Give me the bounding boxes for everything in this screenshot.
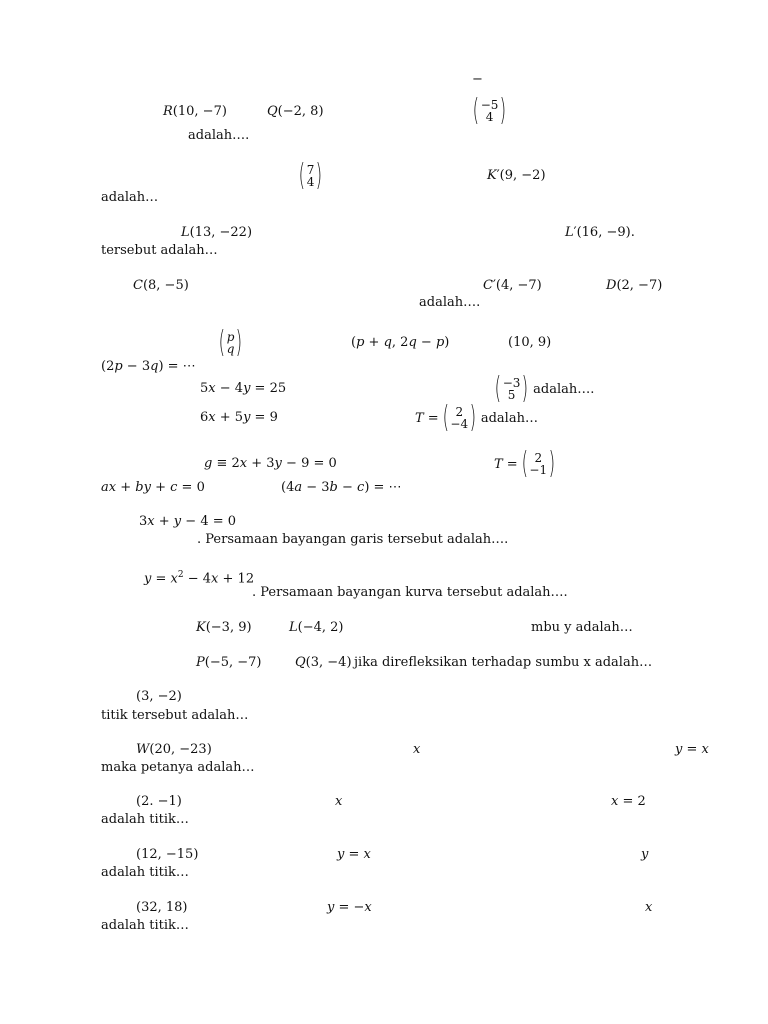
q15-pt: (2. −1) — [136, 794, 182, 809]
q15-x2: x = 2 — [611, 794, 646, 809]
vector-prefix: T = — [415, 410, 439, 426]
dash: − — [472, 72, 483, 87]
q3-end: tersebut adalah… — [101, 243, 218, 258]
q16-yx: y = x — [337, 847, 371, 862]
q14-w: W(20, −23) — [136, 742, 212, 757]
vector-column — [450, 406, 468, 430]
v-q6: ( −3 5 ) adalah…. — [494, 371, 595, 406]
q5-expr: (2p − 3q) = ⋯ — [101, 359, 196, 374]
v-q5: ( p q ) — [218, 325, 243, 360]
q3-l: L(13, −22) — [181, 225, 253, 240]
vector-bottom: 4 — [306, 175, 315, 189]
q14-yx: y = x — [675, 742, 709, 757]
vector-top: p — [226, 330, 235, 344]
q17-pt: (32, 18) — [136, 900, 188, 915]
vector-top: −3 — [502, 376, 521, 390]
vector-top: −5 — [480, 98, 499, 112]
q13-end: titik tersebut adalah… — [101, 708, 249, 723]
v-q7: T = ( 2 −4 ) adalah… — [415, 400, 538, 435]
q13-pt: (3, −2) — [136, 689, 182, 704]
v-q2: ( 7 4 ) — [298, 158, 323, 193]
q8-g: g ≡ 2x + 3y − 9 = 0 — [204, 456, 337, 471]
vector-top: 2 — [455, 405, 464, 419]
q16-pt: (12, −15) — [136, 847, 199, 862]
q2-end: adalah… — [101, 190, 159, 205]
q11-k: K(−3, 9) — [196, 620, 252, 635]
q10-end: . Persamaan bayangan kurva tersebut adalah…. — [252, 585, 568, 600]
q12-q: Q(3, −4) — [295, 655, 352, 670]
q14-x: x — [413, 742, 421, 757]
q12-end: jika direfleksikan terhadap sumbu x adalah… — [354, 655, 653, 670]
q16-y: y — [641, 847, 649, 862]
q17-ynx: y = −x — [327, 900, 372, 915]
q4-end: adalah…. — [419, 295, 481, 310]
q17-end: adalah titik… — [101, 918, 189, 933]
vector-bottom: 5 — [507, 388, 516, 402]
vector-top: 7 — [306, 163, 315, 177]
q12-p: P(−5, −7) — [196, 655, 262, 670]
vector-column — [481, 99, 499, 123]
q14-end: maka petanya adalah… — [101, 760, 255, 775]
vector-column — [227, 331, 235, 355]
q1-r: R(10, −7) — [163, 104, 227, 119]
q11-l: L(−4, 2) — [289, 620, 344, 635]
q5-pq: (p + q, 2q − p) — [351, 335, 450, 350]
q4-d: D(2, −7) — [606, 278, 663, 293]
vector-column — [529, 452, 547, 476]
vector-prefix: T = — [494, 456, 518, 472]
q9-end: . Persamaan bayangan garis tersebut adalah…. — [197, 532, 509, 547]
q5-pt: (10, 9) — [508, 335, 552, 350]
q11-end: mbu y adalah… — [531, 620, 633, 635]
q4-c: C(8, −5) — [133, 278, 189, 293]
q15-x: x — [335, 794, 343, 809]
vector-column — [503, 377, 521, 401]
q17-x: x — [645, 900, 653, 915]
q10-curve: $y = x^2 - 4x + 12$ — [144, 570, 255, 587]
q1-end: adalah…. — [188, 128, 250, 143]
q6-line: 5x − 4y = 25 — [200, 381, 287, 396]
vector-suffix: adalah… — [480, 410, 538, 426]
q3-lp: L′(16, −9). — [565, 225, 635, 240]
q8-expr: (4a − 3b − c) = ⋯ — [281, 480, 402, 495]
q15-end: adalah titik… — [101, 812, 189, 827]
vector-bottom: −1 — [529, 463, 548, 477]
vector-suffix: adalah…. — [533, 381, 595, 397]
q16-end: adalah titik… — [101, 865, 189, 880]
vector-bottom: −4 — [450, 417, 469, 431]
q4-cp: C′(4, −7) — [483, 278, 542, 293]
v-q8: T = ( 2 −1 ) — [494, 446, 556, 481]
q2-k: K′(9, −2) — [487, 168, 546, 183]
q8-general: ax + by + c = 0 — [101, 480, 205, 495]
vector-bottom: q — [226, 342, 235, 356]
vector-top: 2 — [534, 451, 543, 465]
q1-q: Q(−2, 8) — [267, 104, 324, 119]
q7-line: 6x + 5y = 9 — [200, 410, 278, 425]
vector-bottom: 4 — [485, 110, 494, 124]
v-q1: ( −5 4 ) — [472, 93, 507, 128]
vector-column — [307, 164, 315, 188]
q9-line: 3x + y − 4 = 0 — [139, 514, 237, 529]
